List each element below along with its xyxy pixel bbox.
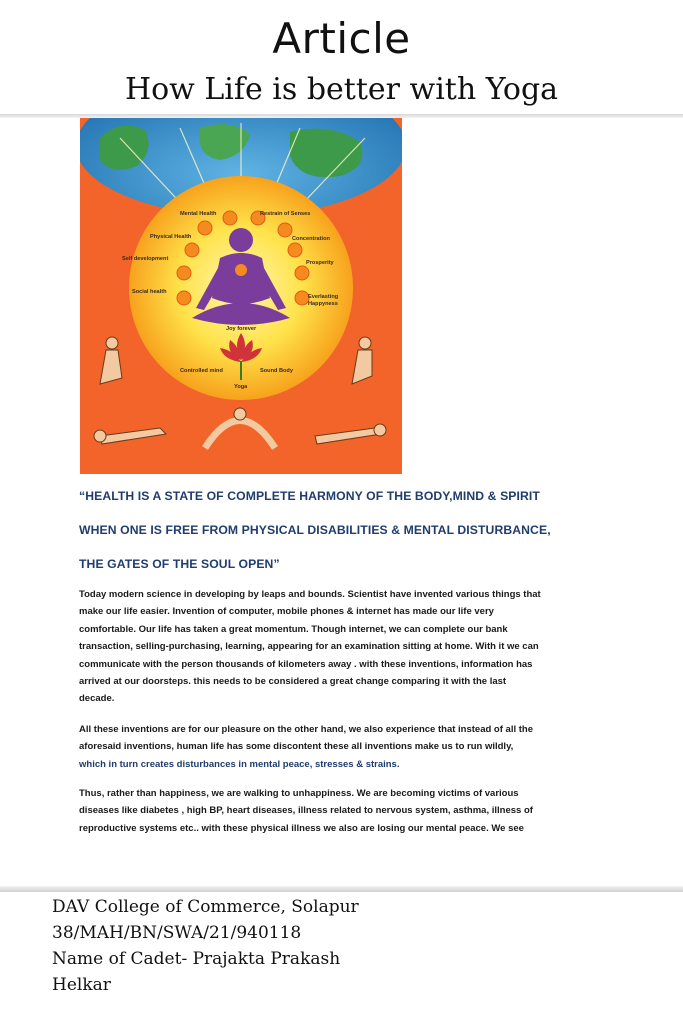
paragraph-3 (79, 785, 634, 837)
quote-line-1: “HEALTH IS A STATE OF COMPLETE HARMONY OF THE BODY,MIND & SPIRIT (79, 489, 540, 503)
article-subtitle: How Life is better with Yoga (124, 72, 559, 107)
label-mental-health: Mental Health (180, 211, 217, 217)
text-line: Thus, rather than happiness, we are walking to unhappiness. We are becoming victims of various (79, 788, 519, 799)
text-line: communicate with the person thousands of kilometers away . with these inventions, information has (79, 658, 533, 670)
text-line: diseases like diabetes , high BP, heart diseases, illness related to nervous system, asthma, illness of (79, 805, 533, 817)
paragraph-1 (79, 586, 634, 708)
text-line: arrived at our doorsteps. this needs to be considered a great change comparing it with the last (79, 676, 507, 688)
college-name: DAV College of Commerce, Solapur (52, 897, 359, 917)
label-happiness: Happyness (308, 301, 338, 307)
text-line: aforesaid inventions, human life has some discontent these all inventions make us to run wildly, (79, 741, 514, 753)
header (0, 0, 683, 118)
highlighted-text-line: which in turn creates disturbances in mental peace, stresses & strains. (79, 758, 400, 770)
text-line: make our life easier. Invention of computer, mobile phones & internet has made our life very (79, 606, 494, 618)
text-line: transaction, selling-purchasing, learning, appearing for an examination sitting at home. With it we can (79, 641, 539, 653)
cadet-name: Name of Cadet- Prajakta Prakash (52, 949, 341, 969)
label-yoga: Yoga (234, 384, 248, 390)
text-line: All these inventions are for our pleasure on the other hand, we also experience that instead of all the (79, 724, 533, 735)
label-social-health: Social health (132, 289, 167, 295)
yoga-poster-image (80, 118, 402, 474)
label-self-development: Self development (122, 256, 169, 262)
label-controlled-mind: Controlled mind (180, 368, 223, 374)
cadet-regimental-number: 38/MAH/BN/SWA/21/940118 (52, 923, 302, 943)
quote-line-3: THE GATES OF THE SOUL OPEN” (79, 557, 280, 571)
article-title: Article (272, 14, 411, 63)
cadet-surname: Helkar (52, 975, 111, 995)
label-concentration: Concentration (292, 236, 330, 242)
om-symbol-icon (235, 264, 247, 276)
text-line: reproductive systems etc.. with these physical illness we also are losing our mental peace. We see (79, 822, 524, 834)
text-line: decade. (79, 693, 115, 705)
bottom-divider (0, 886, 683, 892)
label-physical-health: Physical Health (150, 234, 192, 240)
label-restrain: Restrain of Senses (260, 211, 311, 217)
paragraph-2 (79, 721, 634, 773)
text-line: comfortable. Our life has taken a great momentum. Though internet, we can complete our bank (79, 623, 508, 635)
label-prosperity: Prosperity (306, 260, 334, 266)
text-line: Today modern science in developing by leaps and bounds. Scientist have invented various things that (79, 589, 541, 600)
quote-line-2: WHEN ONE IS FREE FROM PHYSICAL DISABILITIES & MENTAL DISTURBANCE, (79, 523, 551, 537)
label-sound-body: Sound Body (260, 368, 293, 374)
label-everlasting: Everlasting (308, 294, 339, 300)
author-footer (52, 894, 652, 998)
label-joy: Joy forever (226, 326, 257, 332)
